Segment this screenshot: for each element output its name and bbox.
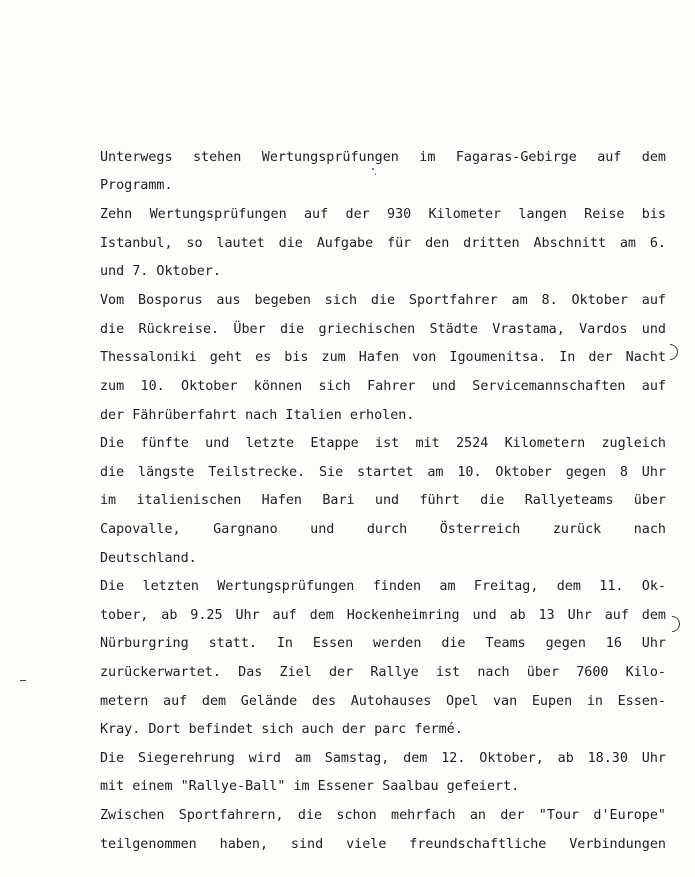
text-line: Die Siegerehrung wird am Samstag, dem 12. Oktober, ab 18.30 Uhr [100, 751, 666, 766]
text-line: Deutschland. [100, 551, 197, 566]
text-line: Programm. [100, 178, 173, 193]
text-line: zum 10. Oktober können sich Fahrer und Servicemannschaften auf [100, 379, 666, 394]
text-line: die Rückreise. Über die griechischen Städte Vrastama, Vardos und [100, 322, 666, 337]
text-line: teilgenommen haben, sind viele freundschaftliche Verbindungen [100, 837, 666, 852]
text-line: Unterwegs stehen Wertungsprüfungen im Fagaras-Gebirge auf dem [100, 150, 666, 165]
text-line: Nürburgring statt. In Essen werden die Teams gegen 16 Uhr [100, 636, 666, 651]
text-line: Vom Bosporus aus begeben sich die Sportfahrer am 8. Oktober auf [100, 293, 666, 308]
text-line: zurückerwartet. Das Ziel der Rallye ist nach über 7600 Kilo- [100, 665, 666, 680]
text-line: Thessaloniki geht es bis zum Hafen von Igoumenitsa. In der Nacht [100, 350, 666, 365]
text-line: Die letzten Wertungsprüfungen finden am Freitag, dem 11. Ok- [100, 579, 666, 594]
text-line: tober, ab 9.25 Uhr auf dem Hockenheimring und ab 13 Uhr auf dem [100, 608, 666, 623]
text-line: Kray. Dort befindet sich auch der parc fermé. [100, 722, 463, 737]
text-line: Zehn Wertungsprüfungen auf der 930 Kilometer langen Reise bis [100, 207, 666, 222]
text-line: Zwischen Sportfahrern, die schon mehrfach an der "Tour d'Europe" [100, 808, 666, 823]
text-line: und 7. Oktober. [100, 264, 221, 279]
scan-speck [372, 168, 374, 170]
text-line: im italienischen Hafen Bari und führt die Rallyeteams über [100, 493, 666, 508]
text-line: mit einem "Rallye-Ball" im Essener Saalbau gefeiert. [100, 779, 520, 794]
text-line: Die fünfte und letzte Etappe ist mit 2524 Kilometern zugleich [100, 436, 666, 451]
text-line: Capovalle, Gargnano und durch Österreich zurück nach [100, 522, 666, 537]
text-line: der Fährüberfahrt nach Italien erholen. [100, 408, 415, 423]
text-line: die längste Teilstrecke. Sie startet am 10. Oktober gegen 8 Uhr [100, 465, 666, 480]
margin-mark [20, 680, 26, 681]
scan-speck [375, 173, 376, 175]
text-line: metern auf dem Gelände des Autohauses Opel van Eupen in Essen- [100, 694, 666, 709]
text-line: Istanbul, so lautet die Aufgabe für den dritten Abschnitt am 6. [100, 236, 666, 251]
